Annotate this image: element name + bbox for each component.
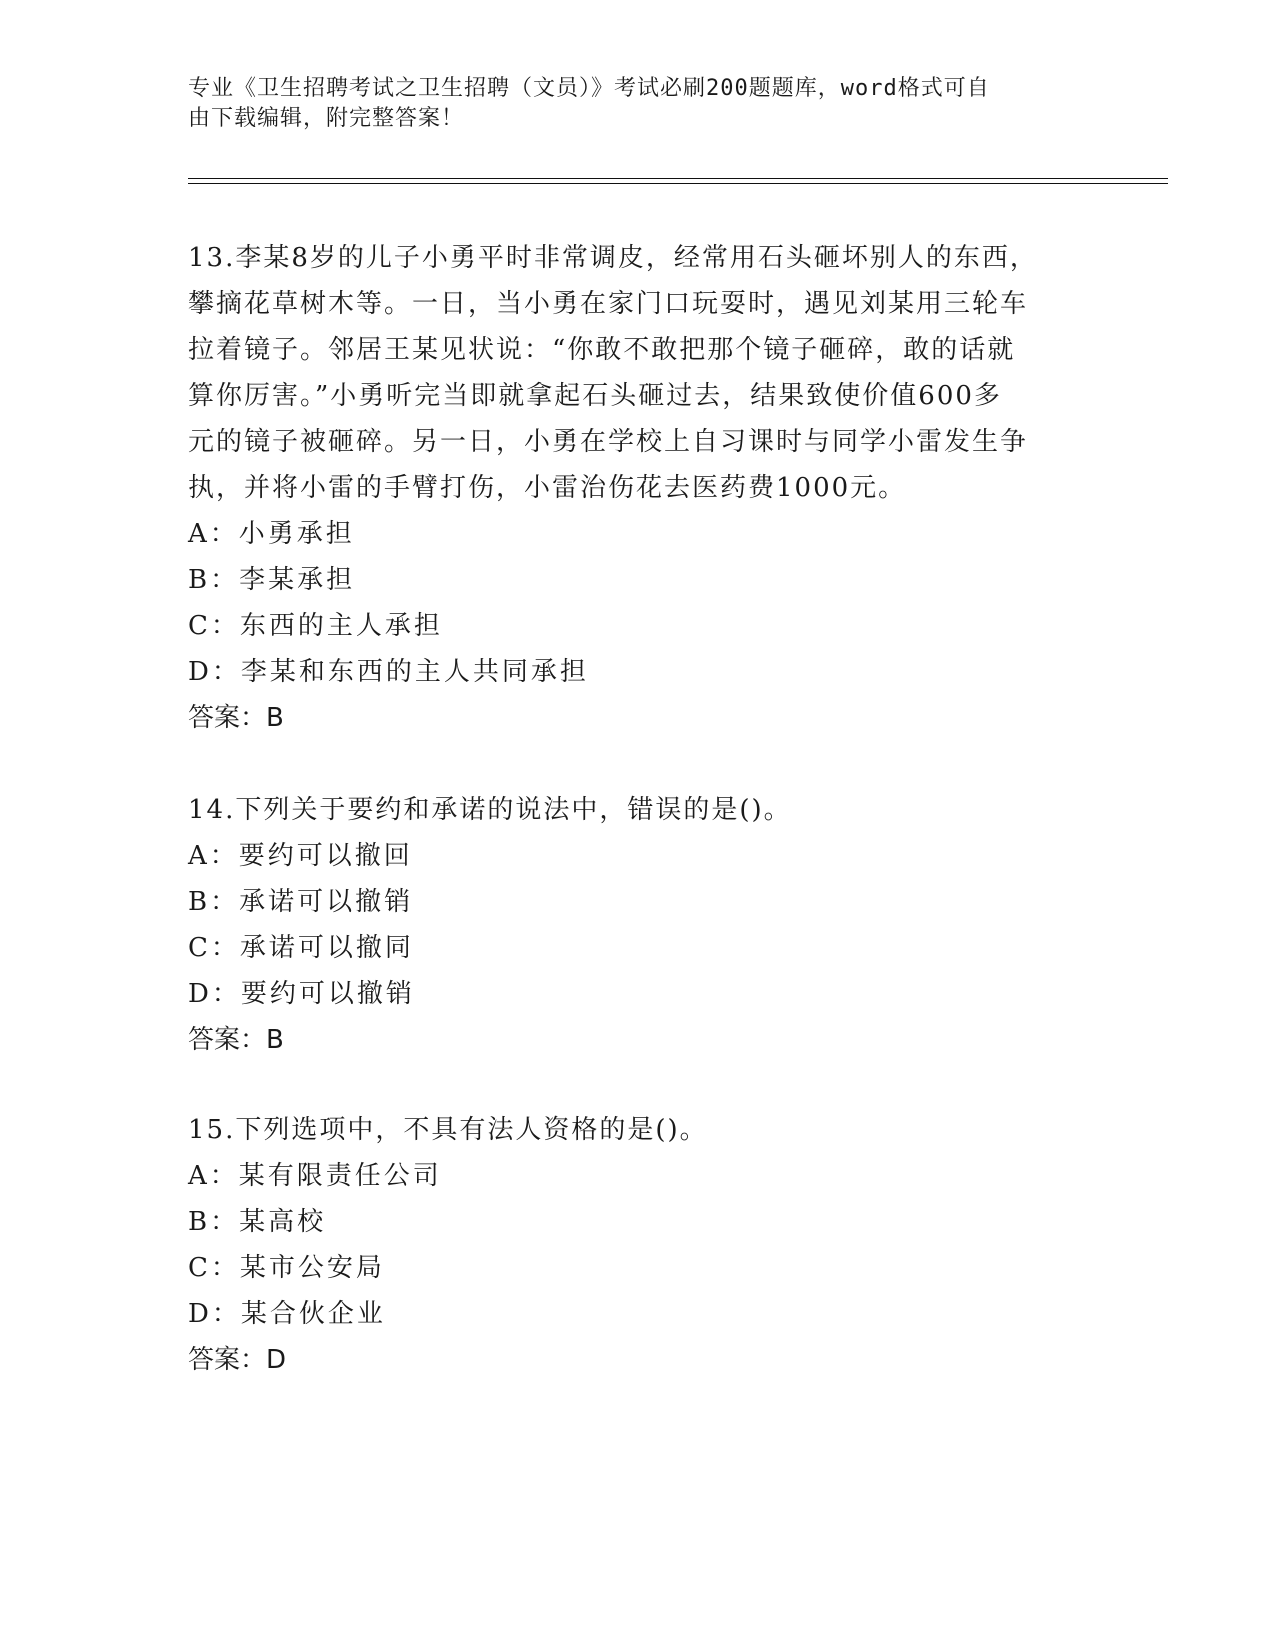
answer-line: 答案：D — [188, 1345, 287, 1375]
option-b: B：某高校 — [188, 1207, 327, 1237]
option-a: A：要约可以撤回 — [188, 841, 413, 871]
option-b: B：李某承担 — [188, 565, 356, 595]
header-line-1: 专业《卫生招聘考试之卫生招聘（文员）》考试必刷200题题库，word格式可自 — [188, 76, 990, 101]
question-15 — [188, 1107, 1068, 1383]
option-d: D：某合伙企业 — [188, 1299, 386, 1329]
question-stem-line: 执，并将小雷的手臂打伤，小雷治伤花去医药费1000元。 — [188, 473, 907, 503]
header-divider-top — [188, 178, 1168, 179]
option-a: A：小勇承担 — [188, 519, 355, 549]
option-b: B：承诺可以撤销 — [188, 887, 414, 917]
question-stem-line: 算你厉害。”小勇听完当即就拿起石头砸过去，结果致使价值600多 — [188, 381, 1002, 411]
option-c: C：承诺可以撤同 — [188, 933, 414, 963]
question-stem-line: 元的镜子被砸碎。另一日，小勇在学校上自习课时与同学小雷发生争 — [188, 427, 1029, 457]
option-a: A：某有限责任公司 — [188, 1161, 442, 1191]
header-divider-bottom — [188, 183, 1168, 184]
document-header — [188, 74, 1068, 134]
question-stem-line: 13.李某8岁的儿子小勇平时非常调皮，经常用石头砸坏别人的东西， — [188, 243, 1038, 273]
answer-line: 答案：B — [188, 1025, 284, 1055]
answer-line: 答案：B — [188, 703, 284, 733]
question-stem-line: 攀摘花草树木等。一日，当小勇在家门口玩耍时，遇见刘某用三轮车 — [188, 289, 1029, 319]
question-stem-line: 14.下列关于要约和承诺的说法中，错误的是()。 — [188, 795, 792, 825]
option-c: C：东西的主人承担 — [188, 611, 443, 641]
option-c: C：某市公安局 — [188, 1253, 385, 1283]
header-line-2: 由下载编辑，附完整答案！ — [188, 106, 465, 131]
question-stem-line: 拉着镜子。邻居王某见状说：“你敢不敢把那个镜子砸碎，敢的话就 — [188, 335, 1016, 365]
question-14 — [188, 787, 1068, 1063]
option-d: D：要约可以撤销 — [188, 979, 415, 1009]
question-13 — [188, 235, 1068, 741]
question-stem-line: 15.下列选项中，不具有法人资格的是()。 — [188, 1115, 708, 1145]
option-d: D：李某和东西的主人共同承担 — [188, 657, 589, 687]
